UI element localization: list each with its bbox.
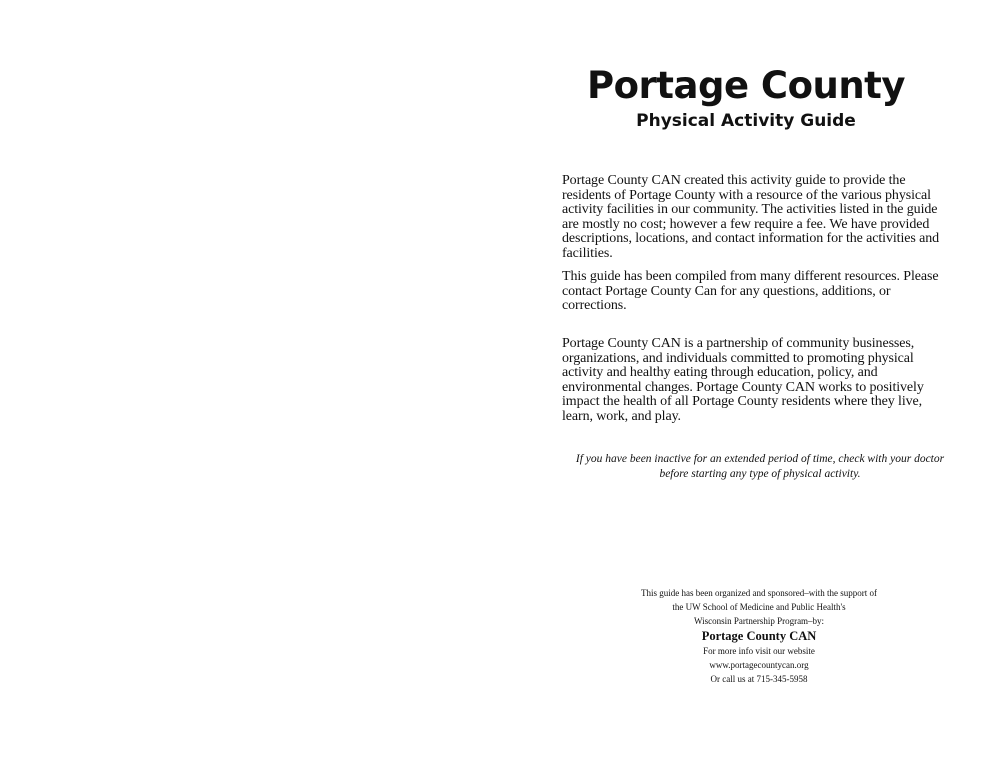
guide-cover-page — [555, 0, 955, 769]
sponsor-phone: Or call us at 715-345-5958 — [710, 674, 808, 684]
health-disclaimer: If you have been inactive for an extended period of time, check with your doctor before starting any type of physical activity. — [575, 453, 945, 480]
sponsor-website: www.portagecountycan.org — [709, 660, 809, 670]
sponsor-block — [555, 586, 963, 686]
compiled-paragraph: This guide has been compiled from many different resources. Please contact Portage County Can for any questions, additions, or corrections. — [562, 269, 939, 313]
intro-paragraph: Portage County CAN created this activity guide to provide the residents of Portage County with a resource of the various physical activity facilities in our community. The activities listed in the guide are mostly no cost; however a few require a fee. We have provided descriptions, locations, and contact information for the activities and facilities. — [562, 173, 940, 261]
sponsor-line-2: the UW School of Medicine and Public Health's — [672, 602, 846, 612]
partnership-paragraph: Portage County CAN is a partnership of community businesses, organizations, and individuals committed to promoting physical activity and healthy eating through education, policy, and environmental changes. Portage County CAN works to positively impact the health of all Portage County residents where they live, learn, work, and play. — [562, 336, 924, 424]
page-title: Portage County — [587, 64, 905, 107]
sponsor-info-line: For more info visit our website — [703, 646, 815, 656]
sponsor-line-3: Wisconsin Partnership Program–by: — [693, 616, 825, 626]
page-subtitle: Physical Activity Guide — [636, 111, 856, 131]
sponsor-org-name: Portage County CAN — [701, 629, 817, 643]
sponsor-line-1: This guide has been organized and sponsored–with the support of — [640, 588, 878, 598]
